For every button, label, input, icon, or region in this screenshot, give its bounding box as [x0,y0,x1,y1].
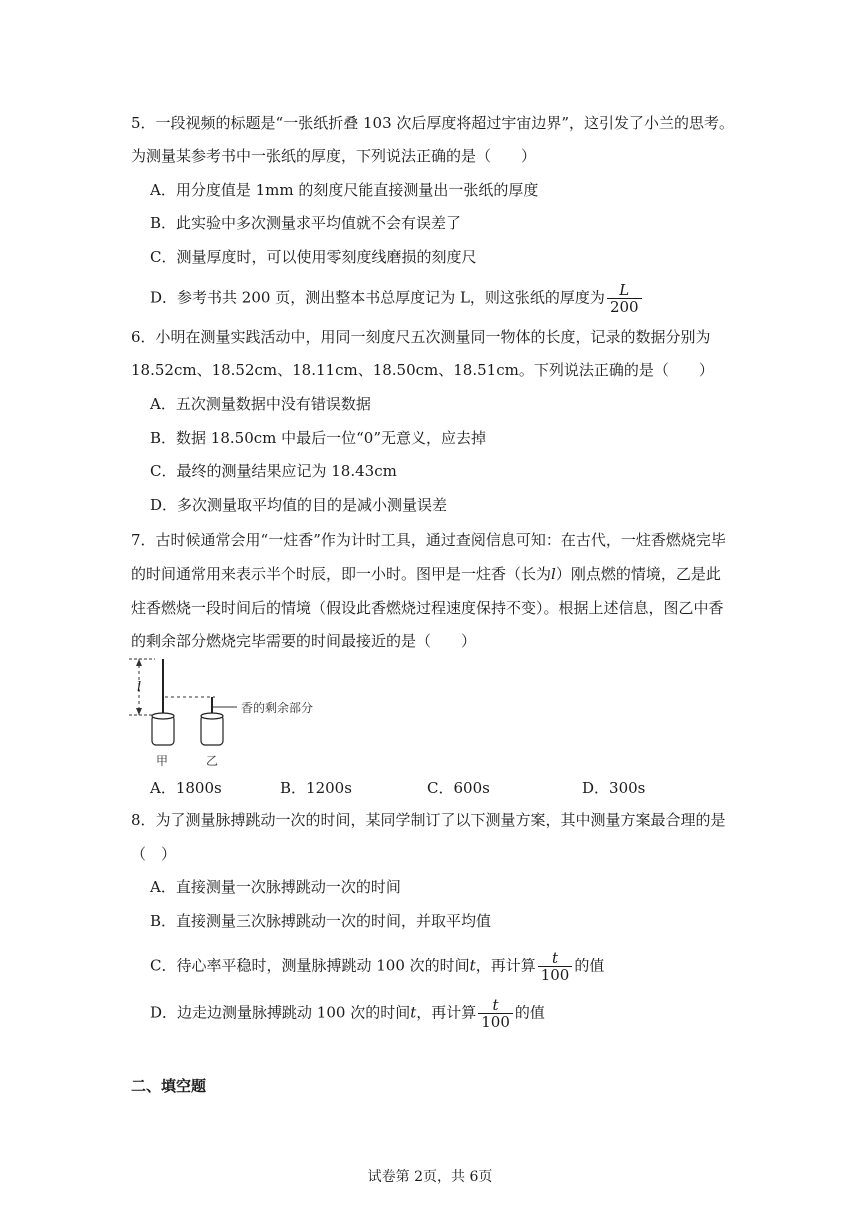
remaining-part-label: 香的剩余部分 [241,701,314,715]
q8-stem-line1: 8．为了测量脉搏跳动一次的时间，某同学制订了以下测量方案，其中测量方案最合理的是 [131,811,726,829]
q7-options-row [150,777,710,797]
q5-option-d [150,282,644,315]
q8-option-c-end: 的值 [574,956,605,975]
q8-option-d-text2: ，再计算 [416,1003,477,1022]
fraction-numerator: t [478,997,513,1014]
q5-option-b: B．此实验中多次测量求平均值就不会有误差了 [150,214,462,232]
q6-stem-line1: 6．小明在测量实践活动中，用同一刻度尺五次测量同一物体的长度，记录的数据分别为 [131,328,711,346]
fraction-numerator: t [538,950,573,967]
q6-option-c: C．最终的测量结果应记为 18.43cm [150,462,397,480]
q5-option-d-text: D．参考书共 200 页，测出整本书总厚度记为 L，则这张纸的厚度为 [150,288,605,307]
q6-option-d: D．多次测量取平均值的目的是减小测量误差 [150,496,448,514]
q7-length-variable: l [551,565,556,583]
q8-option-d-fraction [478,997,513,1030]
page-footer: 试卷第 2页，共 6页 [367,1169,493,1185]
q7-stem-line3: 炷香燃烧一段时间后的情境（假设此香燃烧过程速度保持不变）。根据上述信息，图乙中香 [131,599,724,617]
q8-option-d-text: D．边走边测量脉搏跳动 100 次的时间 [150,1003,411,1022]
q6-option-b: B．数据 18.50cm 中最后一位“0”无意义，应去掉 [150,429,487,447]
q7-stem-line1: 7．古时候通常会用“一炷香”作为计时工具，通过查阅信息可知：在古代，一炷香燃烧完毕 [131,531,726,549]
q8-option-c [150,950,604,983]
q7-option-a: A．1800s [150,779,222,797]
arrow-down-icon [136,708,142,715]
q5-stem-line1: 5．一段视频的标题是“一张纸折叠 103 次后厚度将超过宇宙边界”，这引发了小兰的思考。 [131,114,735,132]
fraction-denominator: 200 [609,298,639,316]
q5-option-c: C．测量厚度时，可以使用零刻度线磨损的刻度尺 [150,248,477,266]
fraction-denominator: 100 [540,966,570,984]
q5-option-a: A．用分度值是 1mm 的刻度尺能直接测量出一张纸的厚度 [150,181,539,199]
q8-option-c-fraction [538,950,573,983]
q8-stem-line2: （ ） [131,845,177,863]
arrow-up-icon [136,659,142,666]
fraction-denominator: 100 [481,1013,510,1031]
q7-option-d: D．300s [582,779,646,797]
q8-option-b: B．直接测量三次脉搏跳动一次的时间，并取平均值 [150,912,492,930]
q7-option-c: C．600s [427,779,490,797]
q6-stem-line2: 18.52cm、18.52cm、18.11cm、18.50cm、18.51cm。下列说法正确的是（ ） [131,361,714,379]
q8-option-c-var: t [469,956,476,975]
section-title: 二、填空题 [131,1077,207,1095]
q8-option-a: A．直接测量一次脉搏跳动一次的时间 [150,878,401,896]
q5-option-d-fraction [607,282,642,315]
q7-stem-line2-end: ）刚点燃的情境，乙是此 [555,565,721,583]
q5-stem-line2: 为测量某参考书中一张纸的厚度，下列说法正确的是（ ） [131,147,537,165]
holder-jia-top [152,713,174,719]
q8-option-d-var: t [410,1003,417,1022]
label-jia: 甲 [156,754,169,768]
dimension-label: l [137,680,142,695]
q8-option-d [150,997,545,1030]
q7-stem-line4: 的剩余部分燃烧完毕需要的时间最接近的是（ ） [131,632,477,650]
q7-option-b: B．1200s [280,779,352,797]
q7-stem-line2-text: 的时间通常用来表示半个时辰，即一小时。图甲是一炷香（长为 [131,565,552,583]
label-yi: 乙 [206,754,219,768]
q8-option-c-text2: ，再计算 [475,956,536,975]
holder-yi-top [201,713,223,719]
fraction-numerator: L [607,282,642,299]
q6-option-a: A．五次测量数据中没有错误数据 [150,395,371,413]
q8-option-c-text: C．待心率平稳时，测量脉搏跳动 100 次的时间 [150,956,470,975]
q7-stem-line2 [131,564,721,584]
q8-option-d-end: 的值 [514,1003,545,1022]
q7-incense-figure [125,655,345,775]
